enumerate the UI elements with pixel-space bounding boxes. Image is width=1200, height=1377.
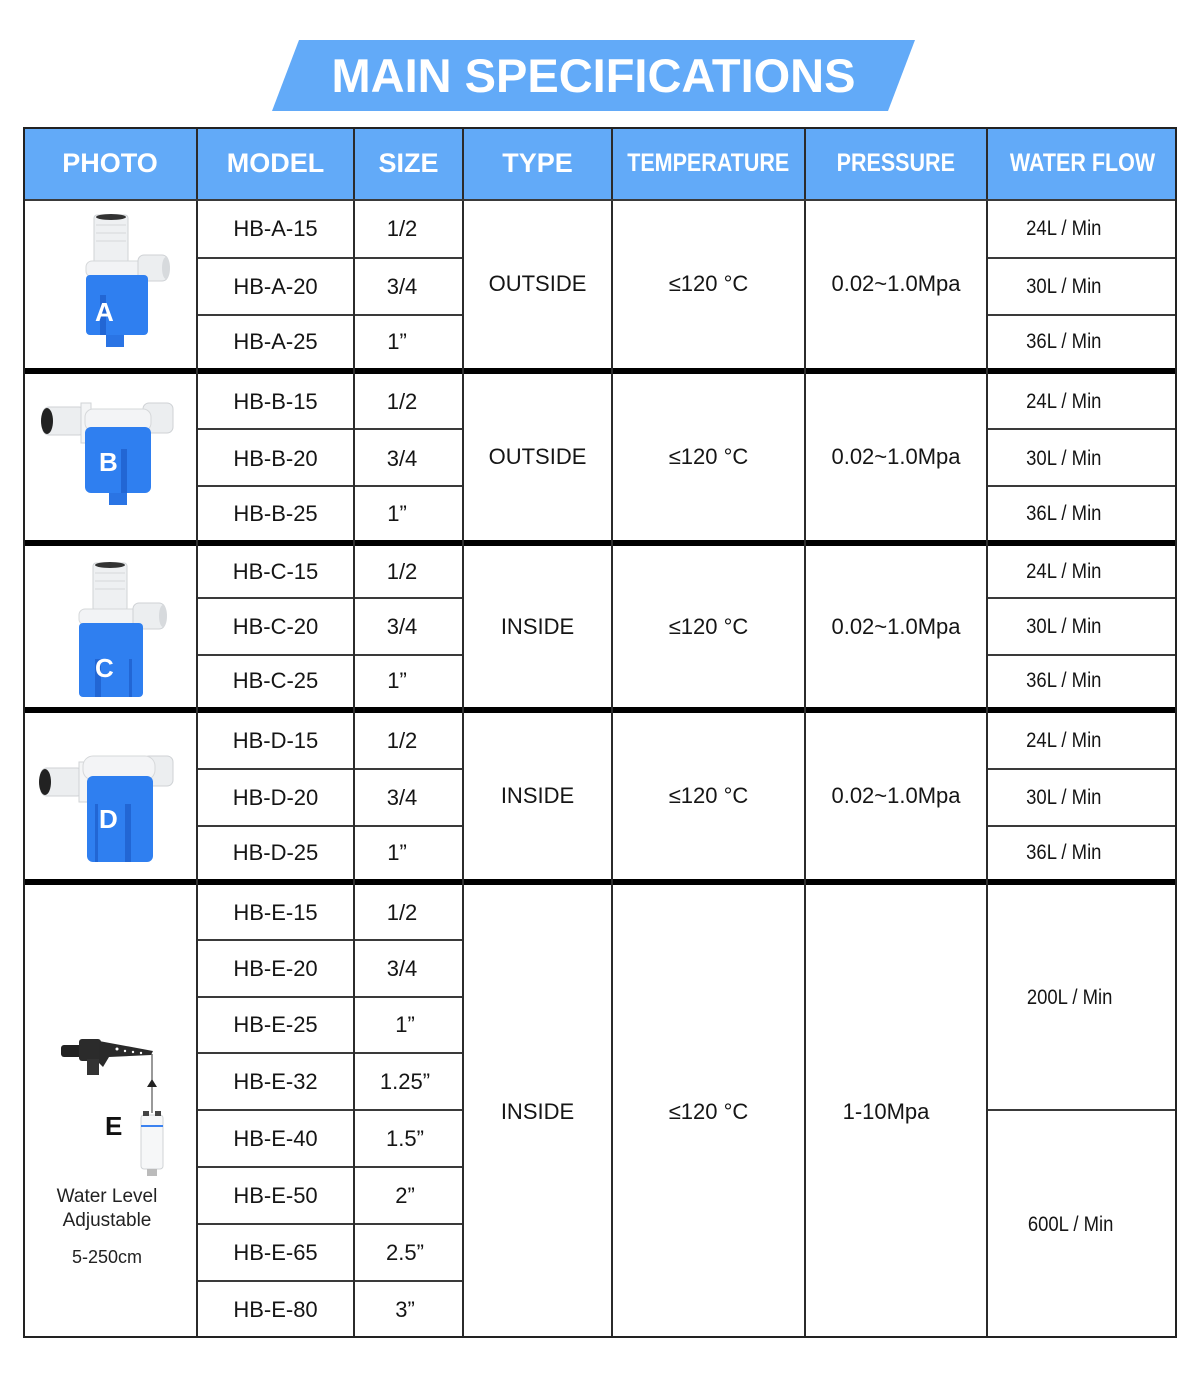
temperature-value: ≤120 °C [668, 613, 749, 639]
type-cell: OUTSIDE [488, 444, 587, 469]
model-cell: HB-B-25 [233, 500, 318, 526]
size-cell: 3/4 [386, 613, 418, 639]
model-letter-d: D [99, 804, 118, 834]
temperature-value: ≤120 °C [668, 1098, 749, 1124]
header-model: MODEL [197, 127, 354, 200]
model-cell: HB-E-15 [233, 899, 318, 925]
size-cell: 3/4 [386, 784, 418, 810]
header-photo: PHOTO [23, 127, 197, 200]
size-cell: 3/4 [386, 445, 418, 471]
flow-value: 30L / Min [1026, 274, 1102, 298]
model-letter-b: B [99, 447, 118, 477]
model-letter-c: C [95, 653, 114, 683]
model-cell: HB-E-80 [233, 1296, 318, 1322]
size-cell: 1” [395, 1012, 415, 1037]
header-size: SIZE [354, 127, 463, 200]
size-cell: 1/2 [386, 216, 418, 241]
model-letter-e: E [105, 1111, 123, 1141]
model-cell: HB-B-15 [233, 389, 318, 414]
temperature-value: ≤120 °C [668, 271, 749, 296]
model-cell: HB-E-25 [233, 1012, 318, 1037]
flow-value: 30L / Min [1026, 614, 1102, 638]
flow-value: 36L / Min [1026, 840, 1102, 864]
header-temperature: TEMPERATURE [627, 149, 790, 177]
flow-value: 36L / Min [1026, 669, 1102, 692]
size-cell: 1” [387, 328, 407, 354]
flow-value: 24L / Min [1026, 390, 1102, 413]
type-cell: INSIDE [500, 1098, 575, 1124]
pressure-value: 0.02~1.0Mpa [831, 271, 961, 296]
flow-value: 600L / Min [1028, 1212, 1114, 1236]
pressure-value: 1-10Mpa [842, 1098, 930, 1124]
model-cell: HB-C-20 [232, 613, 319, 639]
size-cell: 1/2 [386, 899, 418, 925]
temperature-value: ≤120 °C [668, 444, 749, 469]
flow-value: 30L / Min [1026, 785, 1102, 809]
size-cell: 1” [387, 839, 407, 865]
pressure-value: 0.02~1.0Mpa [831, 444, 961, 469]
flow-value: 24L / Min [1026, 729, 1102, 752]
size-cell: 2” [395, 1182, 415, 1208]
size-cell: 1” [387, 500, 407, 526]
flow-value: 36L / Min [1026, 329, 1102, 353]
flow-value: 36L / Min [1026, 501, 1102, 525]
model-cell: HB-E-50 [233, 1182, 318, 1208]
model-cell: HB-A-25 [233, 328, 318, 354]
type-cell: OUTSIDE [488, 271, 587, 296]
model-cell: HB-E-20 [233, 955, 318, 981]
header-type: TYPE [463, 127, 612, 200]
size-cell: 1/2 [386, 389, 418, 414]
size-cell: 1.25” [379, 1068, 431, 1094]
table-border [23, 127, 1177, 1338]
note-range: 5-250cm [71, 1247, 143, 1267]
flow-value: 30L / Min [1026, 446, 1102, 470]
temperature-value: ≤120 °C [668, 783, 749, 808]
pressure-value: 0.02~1.0Mpa [831, 783, 961, 808]
model-cell: HB-D-25 [232, 839, 319, 865]
model-cell: HB-E-32 [233, 1068, 318, 1094]
size-cell: 3/4 [386, 273, 418, 299]
model-cell: HB-E-40 [233, 1125, 318, 1151]
size-cell: 3” [395, 1296, 415, 1322]
pressure-value: 0.02~1.0Mpa [831, 613, 961, 639]
header-pressure: PRESSURE [836, 149, 956, 177]
size-cell: 1.5” [386, 1125, 424, 1151]
size-cell: 3/4 [386, 955, 418, 981]
type-cell: INSIDE [500, 783, 575, 808]
model-cell: HB-D-20 [232, 784, 319, 810]
model-cell: HB-B-20 [233, 445, 318, 471]
type-cell: INSIDE [500, 613, 575, 639]
flow-value: 24L / Min [1026, 560, 1102, 583]
size-cell: 1” [387, 668, 407, 693]
specifications-table [23, 127, 1177, 1338]
model-cell: HB-A-20 [233, 273, 318, 299]
model-letter-a: A [95, 297, 114, 327]
header-water-flow: WATER FLOW [1009, 149, 1155, 177]
model-cell: HB-D-15 [232, 728, 319, 753]
model-cell: HB-E-65 [233, 1239, 318, 1265]
size-cell: 1/2 [386, 728, 418, 753]
model-cell: HB-C-15 [232, 559, 319, 584]
flow-value: 24L / Min [1026, 217, 1102, 240]
model-cell: HB-C-25 [232, 668, 319, 693]
flow-value: 200L / Min [1027, 986, 1113, 1009]
model-cell: HB-A-15 [233, 216, 318, 241]
note-line: Water Level [56, 1186, 158, 1207]
page-title: MAIN SPECIFICATIONS [331, 49, 856, 102]
note-line: Adjustable [62, 1210, 152, 1231]
size-cell: 1/2 [386, 559, 418, 584]
size-cell: 2.5” [386, 1239, 424, 1265]
